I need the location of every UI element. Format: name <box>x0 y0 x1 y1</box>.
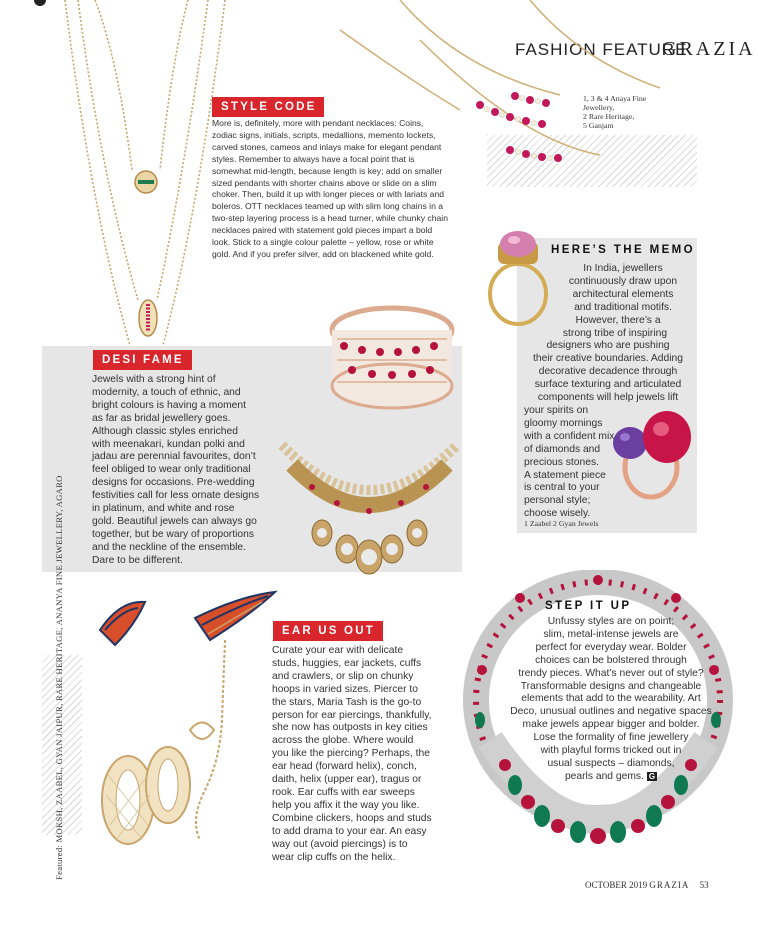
desi-fame-label: DESI FAME <box>93 350 192 370</box>
hoop-earrings-image <box>98 735 198 850</box>
style-code-text: More is, definitely, more with pendant necklaces: Coins, zodiac signs, initials, scripts, medallions, memento lockets, carved stones, cameos and inlays make for elegant pendant styles. Remember to always have a focal point that is somewhat mid-length, because length is key; add on smaller sized pendants with shorter chains above or slide on a slim choker. Then, build it up with longer pieces or with lariats and boleros. OTT necklaces teamed up with slim long chains in a two-step layering process is a head turner, while chunky chain necklaces paired with statement gold pieces impart a bold look. Stick to a single colour palette – yellow, rose or white gold. And if you prefer silver, add on blackened white gold. <box>212 118 448 259</box>
corner-mark-icon <box>34 0 46 6</box>
end-mark-icon: G <box>648 771 656 781</box>
step-it-up-text: Unfussy styles are on point; slim, metal-intense jewels are perfect for everyday wear. Bolder choices can be bolstered through trendy pieces. What’s never out of style? Transformable designs and changeable elements that add to the wearability. Art Deco, unusual outlines and negative spaces make jewels appear bigger and bolder. Lose the formality of fine jewellery with playful forms tricked out in usual suspects – diamonds, pearls and gems. G <box>510 616 712 782</box>
ring-gold-image <box>478 222 558 332</box>
pendant-2 <box>139 300 157 336</box>
ear-us-out-label: EAR US OUT <box>273 621 383 641</box>
ring-rose-gold-image <box>605 395 700 505</box>
footer-brand: GRAZIA <box>649 880 690 890</box>
issue-date: OCTOBER 2019 <box>585 880 648 890</box>
desi-fame-text: Jewels with a strong hint of modernity, a touch of ethnic, and bright colours is having a moment as far as bridal jewellery goes. Although classic styles enriched with meenakari, kundan polki and jadau are perennial favourites, don’t feel obliged to wear only traditional designs for occasions. Pre-wedding festivities call for less ornate designs in platinum, and white and rose gold. Beautiful jewels can always go together, but be wary of proportions and the neckline of the ensemble. Dare to be different. <box>92 374 260 566</box>
featured-brands-credit: Featured: MOKSH, ZAABEL, GYAN JAIPUR, RARE HERITAGE, ANANYA FINE JEWELLERY, AGARO <box>54 475 64 880</box>
memo-text: In India, jewellers continuously draw upon architectural elements and traditional motifs. However, there’s a strong tribe of inspiring designers who are pushing their creative boundaries. Adding decorative decadence through surface texturing and articulated components will help jewels lift <box>533 263 683 404</box>
bangle-image <box>322 294 462 416</box>
section-title: FASHION FEATURE <box>515 40 688 59</box>
page-footer <box>585 880 709 890</box>
bridal-necklace-image <box>262 425 477 585</box>
step-it-up-label: STEP IT UP <box>545 600 632 612</box>
style-code-label: STYLE CODE <box>212 97 324 117</box>
ear-us-out-text: Curate your ear with delicate studs, huggies, ear jackets, cuffs and crawlers, or slip on chunky hoops in varied sizes. Piercer to the stars, Maria Tash is the go-to person for ear piercings, thankfully, she now has outposts in key cities across the globe. Where would you like the piercing? Perhaps, the ear head (forward helix), conch, daith, helix (upper ear), tragus or rook. Ear cuffs with ear sweeps help you affix it the way you like. Combine clickers, hoops and studs to add drama to your ear. An easy way out (avoid piercings) is to wear clip cuffs on the helix. <box>272 645 432 863</box>
page-number: 53 <box>699 880 709 890</box>
magazine-logo: GRAZIA <box>662 38 756 60</box>
memo-label: HERE’S THE MEMO <box>551 244 695 256</box>
memo-credit: 1 Zaabel 2 Gyan Jewels <box>524 519 599 528</box>
image-credits: 1, 3 & 4 Anaya Fine Jewellery, 2 Rare Heritage, 5 Ganjam <box>583 94 647 130</box>
pendant-1 <box>135 171 157 193</box>
memo-text-continued: your spirits on gloomy mornings with a confident mix of diamonds and precious stones. A statement piece is central to your personal style; choose wisely. <box>524 405 615 520</box>
